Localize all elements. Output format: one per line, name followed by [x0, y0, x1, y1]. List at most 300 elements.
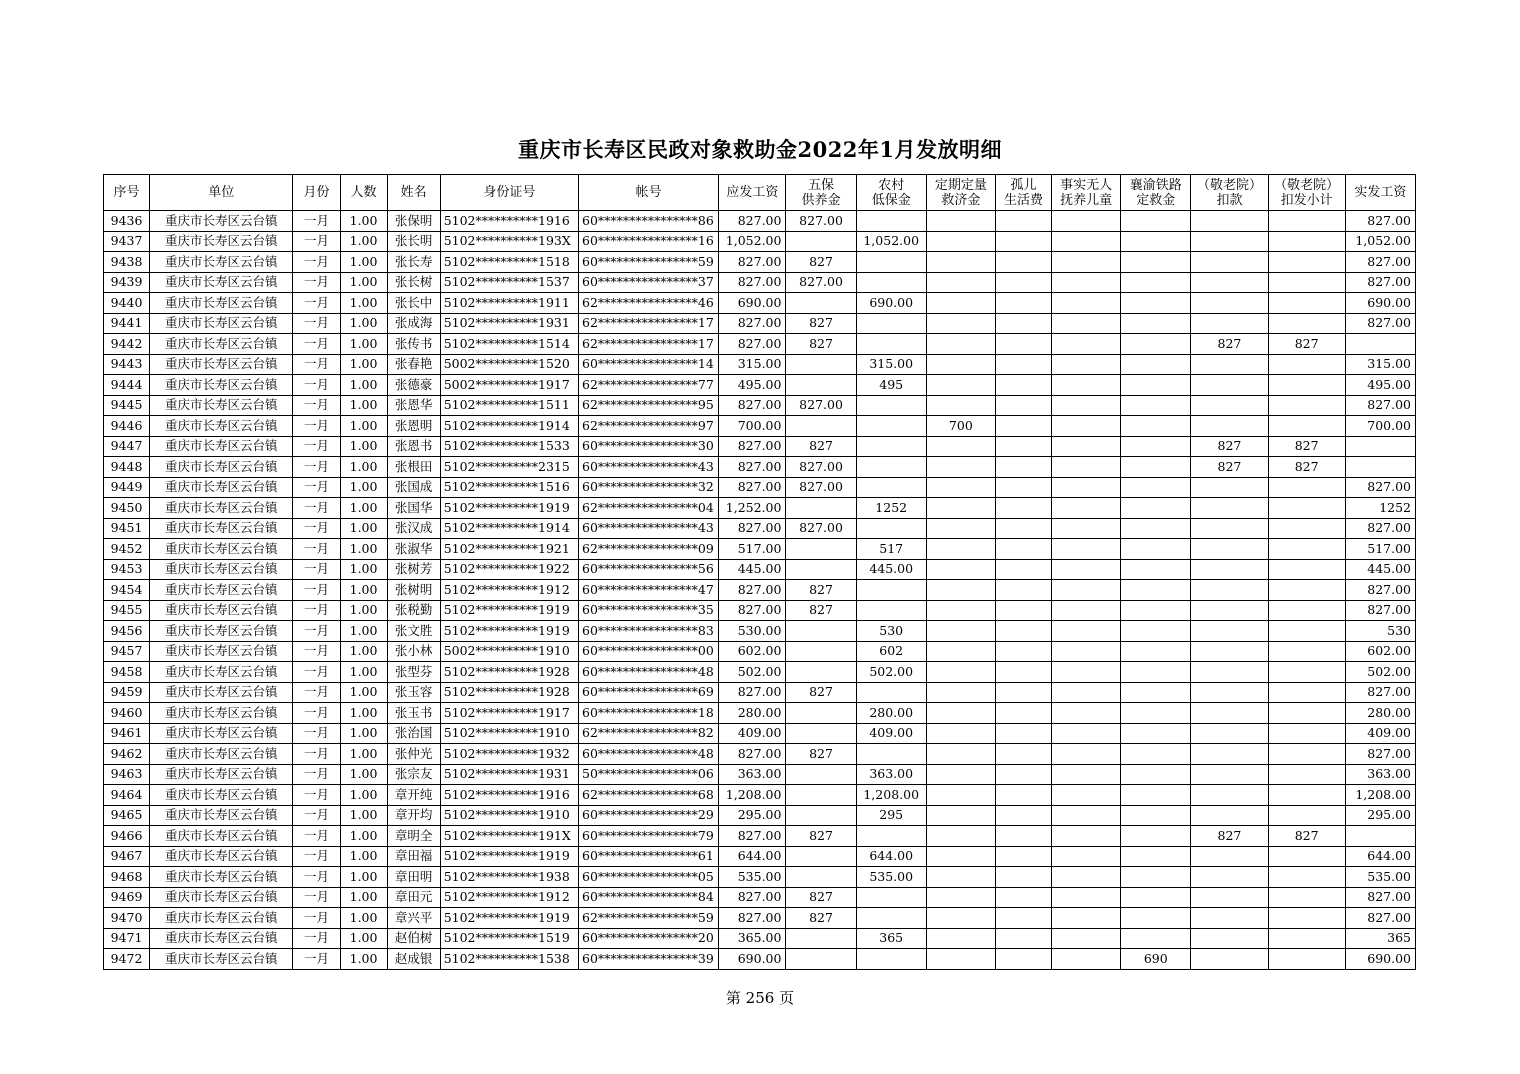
table-cell: 9436 — [104, 211, 150, 232]
table-cell — [1191, 641, 1268, 662]
table-cell — [926, 662, 995, 683]
table-cell: 827.00 — [719, 457, 786, 478]
table-cell: 一月 — [293, 846, 340, 867]
table-cell: 495 — [856, 375, 926, 396]
table-cell — [1268, 395, 1345, 416]
table-cell: 5102**********1533 — [440, 436, 578, 457]
table-cell — [1052, 395, 1121, 416]
table-row — [104, 805, 1416, 826]
table-cell: 827 — [786, 580, 856, 601]
table-row — [104, 539, 1416, 560]
table-cell — [995, 395, 1051, 416]
table-cell: 295 — [856, 805, 926, 826]
table-cell — [1052, 375, 1121, 396]
table-cell: 690.00 — [719, 293, 786, 314]
table-cell — [1052, 949, 1121, 970]
table-cell: 9462 — [104, 744, 150, 765]
table-row — [104, 928, 1416, 949]
table-cell: 1252 — [856, 498, 926, 519]
table-cell: 644.00 — [719, 846, 786, 867]
table-cell — [926, 744, 995, 765]
table-cell: 9445 — [104, 395, 150, 416]
table-cell: 60****************16 — [579, 231, 719, 252]
table-cell: 张传书 — [387, 334, 440, 355]
table-cell — [1191, 764, 1268, 785]
table-cell — [995, 539, 1051, 560]
table-cell: 409.00 — [856, 723, 926, 744]
table-cell — [1121, 621, 1191, 642]
table-cell — [1268, 887, 1345, 908]
table-cell — [926, 826, 995, 847]
table-cell — [1191, 395, 1268, 416]
table-cell — [1052, 211, 1121, 232]
table-cell — [1121, 846, 1191, 867]
table-cell: 827.00 — [719, 600, 786, 621]
table-cell: 280.00 — [856, 703, 926, 724]
table-cell — [1121, 744, 1191, 765]
table-cell: 363.00 — [1345, 764, 1415, 785]
table-cell — [1121, 641, 1191, 662]
table-cell — [926, 703, 995, 724]
table-cell: 60****************86 — [579, 211, 719, 232]
table-cell: 1.00 — [340, 539, 387, 560]
table-cell — [995, 436, 1051, 457]
table-cell: 一月 — [293, 395, 340, 416]
table-cell: 827.00 — [719, 908, 786, 929]
table-cell: 60****************29 — [579, 805, 719, 826]
table-cell: 9470 — [104, 908, 150, 929]
table-cell: 535.00 — [719, 867, 786, 888]
column-header: 月份 — [293, 175, 340, 211]
table-cell — [856, 949, 926, 970]
table-cell: 62****************95 — [579, 395, 719, 416]
table-cell — [1052, 641, 1121, 662]
table-cell: 827.00 — [719, 436, 786, 457]
table-cell — [1052, 662, 1121, 683]
table-cell — [1345, 826, 1415, 847]
table-cell — [1052, 559, 1121, 580]
column-header: 序号 — [104, 175, 150, 211]
column-header: 身份证号 — [440, 175, 578, 211]
table-cell — [1121, 682, 1191, 703]
table-cell: 827.00 — [1345, 211, 1415, 232]
table-cell: 一月 — [293, 662, 340, 683]
table-row — [104, 846, 1416, 867]
table-cell: 700.00 — [1345, 416, 1415, 437]
table-cell — [856, 272, 926, 293]
table-cell: 9457 — [104, 641, 150, 662]
table-cell — [786, 231, 856, 252]
table-cell — [786, 621, 856, 642]
table-cell: 315.00 — [1345, 354, 1415, 375]
table-cell — [1268, 846, 1345, 867]
table-cell — [1121, 867, 1191, 888]
table-cell: 1.00 — [340, 231, 387, 252]
table-cell — [995, 908, 1051, 929]
table-cell: 280.00 — [719, 703, 786, 724]
table-cell: 644.00 — [856, 846, 926, 867]
table-cell — [1268, 375, 1345, 396]
table-cell: 一月 — [293, 211, 340, 232]
table-cell — [1052, 477, 1121, 498]
table-cell: 827.00 — [719, 272, 786, 293]
table-cell: 827.00 — [719, 518, 786, 539]
table-cell: 张长树 — [387, 272, 440, 293]
table-cell: 一月 — [293, 621, 340, 642]
table-cell: 5002**********1917 — [440, 375, 578, 396]
table-cell — [1121, 703, 1191, 724]
table-cell: 502.00 — [856, 662, 926, 683]
table-cell: 827.00 — [1345, 518, 1415, 539]
table-cell — [926, 621, 995, 642]
table-cell: 5102**********1911 — [440, 293, 578, 314]
table-cell: 重庆市长寿区云台镇 — [150, 272, 293, 293]
table-cell: 827.00 — [719, 477, 786, 498]
table-cell: 9456 — [104, 621, 150, 642]
table-cell: 827.00 — [719, 826, 786, 847]
column-header: 定期定量 救济金 — [926, 175, 995, 211]
table-cell: 1.00 — [340, 744, 387, 765]
table-cell: 章田元 — [387, 887, 440, 908]
table-cell: 9438 — [104, 252, 150, 273]
table-cell: 重庆市长寿区云台镇 — [150, 600, 293, 621]
table-cell: 9468 — [104, 867, 150, 888]
table-header-row — [104, 175, 1416, 211]
table-cell — [995, 375, 1051, 396]
table-cell: 重庆市长寿区云台镇 — [150, 395, 293, 416]
table-cell — [1191, 662, 1268, 683]
table-cell — [856, 457, 926, 478]
table-cell: 690.00 — [1345, 949, 1415, 970]
table-cell — [926, 354, 995, 375]
table-cell: 一月 — [293, 867, 340, 888]
table-cell — [1052, 764, 1121, 785]
table-cell: 章开均 — [387, 805, 440, 826]
table-cell: 一月 — [293, 252, 340, 273]
table-cell: 1.00 — [340, 436, 387, 457]
table-cell — [856, 826, 926, 847]
table-cell: 9463 — [104, 764, 150, 785]
table-cell: 827 — [786, 682, 856, 703]
table-cell: 5002**********1910 — [440, 641, 578, 662]
table-cell — [1052, 723, 1121, 744]
table-cell — [856, 477, 926, 498]
table-row — [104, 764, 1416, 785]
table-cell: 重庆市长寿区云台镇 — [150, 805, 293, 826]
table-cell: 363.00 — [856, 764, 926, 785]
table-cell: 495.00 — [1345, 375, 1415, 396]
table-cell — [1191, 621, 1268, 642]
table-cell — [1121, 662, 1191, 683]
table-cell — [995, 518, 1051, 539]
table-cell — [1121, 600, 1191, 621]
table-cell: 一月 — [293, 416, 340, 437]
table-cell — [926, 313, 995, 334]
table-cell: 1.00 — [340, 580, 387, 601]
table-cell: 5102**********1931 — [440, 764, 578, 785]
column-header: 孤儿 生活费 — [995, 175, 1051, 211]
table-row — [104, 826, 1416, 847]
table-row — [104, 436, 1416, 457]
table-cell: 5102**********1914 — [440, 518, 578, 539]
table-cell — [1268, 313, 1345, 334]
table-cell: 690.00 — [856, 293, 926, 314]
table-cell: 60****************83 — [579, 621, 719, 642]
table-cell: 5102**********1919 — [440, 498, 578, 519]
table-cell: 1252 — [1345, 498, 1415, 519]
table-cell: 5102**********1919 — [440, 600, 578, 621]
table-cell — [1121, 477, 1191, 498]
table-cell — [786, 662, 856, 683]
table-cell — [786, 723, 856, 744]
table-cell: 重庆市长寿区云台镇 — [150, 539, 293, 560]
table-cell: 张小林 — [387, 641, 440, 662]
table-cell: 张恩书 — [387, 436, 440, 457]
table-cell: 重庆市长寿区云台镇 — [150, 293, 293, 314]
table-cell — [786, 354, 856, 375]
table-cell: 张恩华 — [387, 395, 440, 416]
column-header: 事实无人 抚养儿童 — [1052, 175, 1121, 211]
table-cell: 827 — [786, 826, 856, 847]
table-row — [104, 518, 1416, 539]
column-header: 姓名 — [387, 175, 440, 211]
table-cell — [1121, 580, 1191, 601]
table-row — [104, 313, 1416, 334]
table-cell — [1121, 313, 1191, 334]
table-cell: 5102**********1537 — [440, 272, 578, 293]
table-cell — [1052, 498, 1121, 519]
table-cell: 重庆市长寿区云台镇 — [150, 313, 293, 334]
table-cell: 517.00 — [1345, 539, 1415, 560]
table-cell: 重庆市长寿区云台镇 — [150, 949, 293, 970]
table-cell: 827.00 — [786, 272, 856, 293]
table-cell: 700.00 — [719, 416, 786, 437]
table-cell: 重庆市长寿区云台镇 — [150, 723, 293, 744]
table-cell: 62****************09 — [579, 539, 719, 560]
table-cell: 280.00 — [1345, 703, 1415, 724]
table-cell: 9461 — [104, 723, 150, 744]
table-cell: 一月 — [293, 231, 340, 252]
table-cell: 495.00 — [719, 375, 786, 396]
table-cell — [1191, 313, 1268, 334]
table-cell: 张成海 — [387, 313, 440, 334]
table-cell: 9441 — [104, 313, 150, 334]
table-row — [104, 662, 1416, 683]
table-cell: 1.00 — [340, 641, 387, 662]
table-cell — [1268, 518, 1345, 539]
table-cell — [926, 867, 995, 888]
table-cell — [786, 416, 856, 437]
table-cell: 5102**********1516 — [440, 477, 578, 498]
table-cell: 1,252.00 — [719, 498, 786, 519]
table-cell: 1,208.00 — [1345, 785, 1415, 806]
table-cell: 5102**********1932 — [440, 744, 578, 765]
table-cell — [1052, 252, 1121, 273]
table-cell — [1052, 231, 1121, 252]
table-cell: 1.00 — [340, 805, 387, 826]
table-cell — [1121, 395, 1191, 416]
table-cell: 章田明 — [387, 867, 440, 888]
table-cell — [995, 559, 1051, 580]
table-cell: 重庆市长寿区云台镇 — [150, 846, 293, 867]
table-cell: 315.00 — [719, 354, 786, 375]
table-cell — [926, 252, 995, 273]
table-cell: 502.00 — [719, 662, 786, 683]
table-cell: 827 — [1191, 334, 1268, 355]
table-cell — [1191, 272, 1268, 293]
table-cell — [1052, 785, 1121, 806]
table-cell: 重庆市长寿区云台镇 — [150, 457, 293, 478]
table-cell — [1268, 272, 1345, 293]
table-cell — [1121, 211, 1191, 232]
table-cell — [786, 375, 856, 396]
table-cell: 690.00 — [1345, 293, 1415, 314]
table-row — [104, 354, 1416, 375]
table-cell — [1121, 723, 1191, 744]
table-cell: 1,052.00 — [1345, 231, 1415, 252]
column-header: 实发工资 — [1345, 175, 1415, 211]
table-cell — [786, 293, 856, 314]
table-cell: 5102**********193X — [440, 231, 578, 252]
table-cell — [995, 846, 1051, 867]
table-cell: 295.00 — [1345, 805, 1415, 826]
table-cell: 一月 — [293, 764, 340, 785]
table-cell: 9455 — [104, 600, 150, 621]
table-cell: 827 — [1191, 436, 1268, 457]
table-cell: 827.00 — [1345, 252, 1415, 273]
table-cell: 张仲光 — [387, 744, 440, 765]
table-cell — [1121, 354, 1191, 375]
table-cell — [1121, 887, 1191, 908]
table-cell: 9448 — [104, 457, 150, 478]
table-cell — [1121, 559, 1191, 580]
table-cell: 60****************48 — [579, 744, 719, 765]
table-cell: 9447 — [104, 436, 150, 457]
table-cell — [856, 908, 926, 929]
table-cell — [995, 928, 1051, 949]
table-cell: 1.00 — [340, 334, 387, 355]
table-cell — [1191, 231, 1268, 252]
table-cell: 5102**********1914 — [440, 416, 578, 437]
table-cell: 一月 — [293, 723, 340, 744]
table-cell: 827.00 — [719, 395, 786, 416]
table-cell: 365 — [1345, 928, 1415, 949]
table-cell — [786, 785, 856, 806]
table-cell: 重庆市长寿区云台镇 — [150, 477, 293, 498]
table-cell: 1.00 — [340, 313, 387, 334]
column-header: 农村 低保金 — [856, 175, 926, 211]
table-cell: 1.00 — [340, 928, 387, 949]
table-cell — [856, 600, 926, 621]
table-cell: 827 — [1191, 457, 1268, 478]
table-cell — [1268, 928, 1345, 949]
table-cell: 9460 — [104, 703, 150, 724]
table-cell: 1.00 — [340, 559, 387, 580]
table-cell — [1121, 375, 1191, 396]
table-cell: 一月 — [293, 744, 340, 765]
page-title: 重庆市长寿区民政对象救助金2022年1月发放明细 — [517, 137, 1003, 162]
table-cell: 1,208.00 — [719, 785, 786, 806]
table-cell — [995, 252, 1051, 273]
table-cell — [995, 600, 1051, 621]
table-cell: 9452 — [104, 539, 150, 560]
table-cell — [1121, 518, 1191, 539]
table-cell: 1.00 — [340, 887, 387, 908]
table-cell: 60****************43 — [579, 518, 719, 539]
table-cell — [1121, 272, 1191, 293]
table-cell: 827 — [786, 313, 856, 334]
table-cell — [995, 313, 1051, 334]
table-cell: 张长明 — [387, 231, 440, 252]
table-cell — [1121, 785, 1191, 806]
table-cell: 张税勤 — [387, 600, 440, 621]
table-cell — [1191, 539, 1268, 560]
table-cell: 827.00 — [719, 313, 786, 334]
table-cell — [1121, 539, 1191, 560]
table-cell: 一月 — [293, 354, 340, 375]
table-cell: 517.00 — [719, 539, 786, 560]
table-cell: 9471 — [104, 928, 150, 949]
table-cell — [1191, 887, 1268, 908]
table-cell: 9472 — [104, 949, 150, 970]
table-cell: 章开纯 — [387, 785, 440, 806]
table-cell — [995, 744, 1051, 765]
table-cell: 1.00 — [340, 908, 387, 929]
table-cell — [1191, 375, 1268, 396]
table-cell: 9442 — [104, 334, 150, 355]
table-cell: 60****************14 — [579, 354, 719, 375]
table-cell — [995, 764, 1051, 785]
table-cell: 一月 — [293, 293, 340, 314]
table-cell: 60****************48 — [579, 662, 719, 683]
table-cell: 530 — [856, 621, 926, 642]
table-cell — [926, 887, 995, 908]
table-cell: 1.00 — [340, 826, 387, 847]
table-cell: 5002**********1520 — [440, 354, 578, 375]
table-row — [104, 231, 1416, 252]
table-cell — [1268, 908, 1345, 929]
table-cell: 1,052.00 — [856, 231, 926, 252]
table-cell: 张型芬 — [387, 662, 440, 683]
table-cell: 1,052.00 — [719, 231, 786, 252]
table-cell: 60****************37 — [579, 272, 719, 293]
table-cell: 62****************17 — [579, 313, 719, 334]
table-cell — [1191, 785, 1268, 806]
table-cell: 1.00 — [340, 498, 387, 519]
table-cell: 60****************05 — [579, 867, 719, 888]
table-cell — [1121, 928, 1191, 949]
table-cell: 827.00 — [1345, 682, 1415, 703]
table-cell — [1052, 867, 1121, 888]
table-row — [104, 252, 1416, 273]
table-cell — [1268, 600, 1345, 621]
table-cell: 张春艳 — [387, 354, 440, 375]
table-cell: 重庆市长寿区云台镇 — [150, 375, 293, 396]
table-cell — [786, 498, 856, 519]
table-cell: 5102**********1910 — [440, 805, 578, 826]
table-cell: 60****************35 — [579, 600, 719, 621]
table-cell: 827 — [786, 744, 856, 765]
table-cell: 一月 — [293, 375, 340, 396]
table-cell — [786, 949, 856, 970]
table-cell — [995, 293, 1051, 314]
table-cell: 644.00 — [1345, 846, 1415, 867]
table-cell: 60****************20 — [579, 928, 719, 949]
table-cell: 50****************06 — [579, 764, 719, 785]
table-cell: 重庆市长寿区云台镇 — [150, 252, 293, 273]
table-cell: 827.00 — [786, 477, 856, 498]
table-cell — [926, 846, 995, 867]
